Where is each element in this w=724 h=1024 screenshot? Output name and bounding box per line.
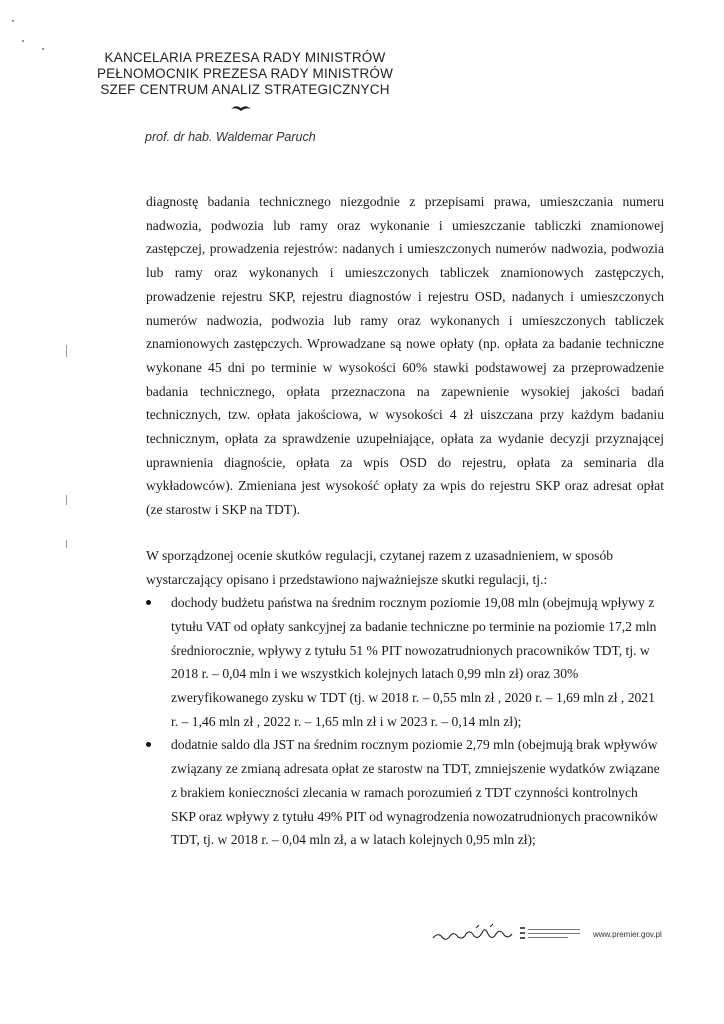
document-body	[146, 190, 664, 852]
scan-mark	[12, 20, 14, 22]
scan-mark	[66, 495, 67, 505]
bullet-icon	[146, 600, 151, 605]
letterhead-line-1: KANCELARIA PREZESA RADY MINISTRÓW	[104, 50, 386, 65]
bullet-icon	[146, 742, 151, 747]
footer	[430, 922, 680, 946]
paragraph-1: diagnostę badania technicznego niezgodnie z przepisami prawa, umieszczania numeru nadwozia, podwozia lub ramy oraz wykonanie i umieszczanie tabliczki znamionowej zastępczej, prowadzenia rejestrów: nadanych i umieszczonych numerów nadwozia, podwozia lub ramy oraz wykonanych i umieszczonych tabliczek znamionowych zastępczych, prowadzenie rejestru SKP, rejestru diagnostów i rejestru OSD, nadanych i umieszczonych numerów nadwozia, podwozia lub ramy oraz wykonanych i umieszczonych tabliczek znamionowych zastępczych. Wprowadzane są nowe opłaty (np. opłata za badanie techniczne wykonane 45 dni po terminie w wysokości 60% stawki podstawowej za przeprowadzenie badania technicznego, opłata przeznaczona na zapewnienie wysokiej jakości badań technicznych, tzw. opłata jakościowa, w wysokości 4 zł uiszczana przy każdym badaniu technicznym, opłata za sprawdzenie uzupełniające, opłata za wydanie decyzji przyznającej uprawnienia diagnoście, opłata za wpis OSD do rejestru, opłata za seminaria dla wykładowców). Zmieniana jest wysokość opłaty za wpis do rejestru SKP oraz adresat opłat (ze starostw i SKP na TDT).	[146, 194, 664, 518]
letterhead-line-2: PEŁNOMOCNIK PREZESA RADY MINISTRÓW	[96, 66, 394, 81]
scan-mark	[42, 48, 44, 50]
list-item	[146, 591, 664, 733]
paragraph-2: W sporządzonej ocenie skutków regulacji, czytanej razem z uzasadnieniem, w sposób wystarczający opisano i przedstawiono najważniejsze skutki regulacji, tj.:	[146, 547, 614, 587]
author-name: prof. dr hab. Waldemar Paruch	[145, 130, 316, 144]
signature-icon	[430, 922, 515, 946]
list-item	[146, 733, 664, 852]
effects-list	[146, 591, 664, 852]
letterhead	[80, 50, 410, 98]
list-item-text: dodatnie saldo dla JST na średnim rocznym poziomie 2,79 mln (obejmują brak wpływów związany ze zmianą adresata opłat ze starostw na TDT, zmniejszenie wydatków związane z brakiem konieczności zlecania w ramach porozumień z TDT czynności kontrolnych SKP oraz wpływy z tytułu 49% PIT od wynagrodzenia nowozatrudnionych pracowników TDT, tj. w 2018 r. – 0,04 mln zł, a w latach kolejnych 0,95 mln zł);	[171, 737, 660, 848]
letterhead-line-3: SZEF CENTRUM ANALIZ STRATEGICZNYCH	[100, 82, 390, 97]
footer-url: www.premier.gov.pl	[593, 930, 662, 939]
scan-mark	[66, 345, 67, 357]
list-item-text: dochody budżetu państwa na średnim rocznym poziomie 19,08 mln (obejmują wpływy z tytułu VAT od opłaty sankcyjnej za badanie techniczne po terminie na poziomie 17,2 mln średniorocznie, wpływy z tytułu 51 % PIT nowozatrudnionych pracowników TDT, tj. w 2018 r. – 0,04 mln i we wszystkich kolejnych latach 0,99 mln zł) oraz 30% zweryfikowanego zysku w TDT (tj. w 2018 r. – 0,55 mln zł , 2020 r. – 1,69 mln zł , 2021 r. – 1,46 mln zł , 2022 r. – 1,65 mln zł i w 2023 r. – 0,14 mln zł);	[171, 595, 657, 729]
scan-mark	[66, 540, 67, 548]
scan-mark	[22, 40, 24, 42]
stamp-logo-icon	[520, 926, 582, 942]
eagle-emblem-icon	[230, 103, 252, 113]
